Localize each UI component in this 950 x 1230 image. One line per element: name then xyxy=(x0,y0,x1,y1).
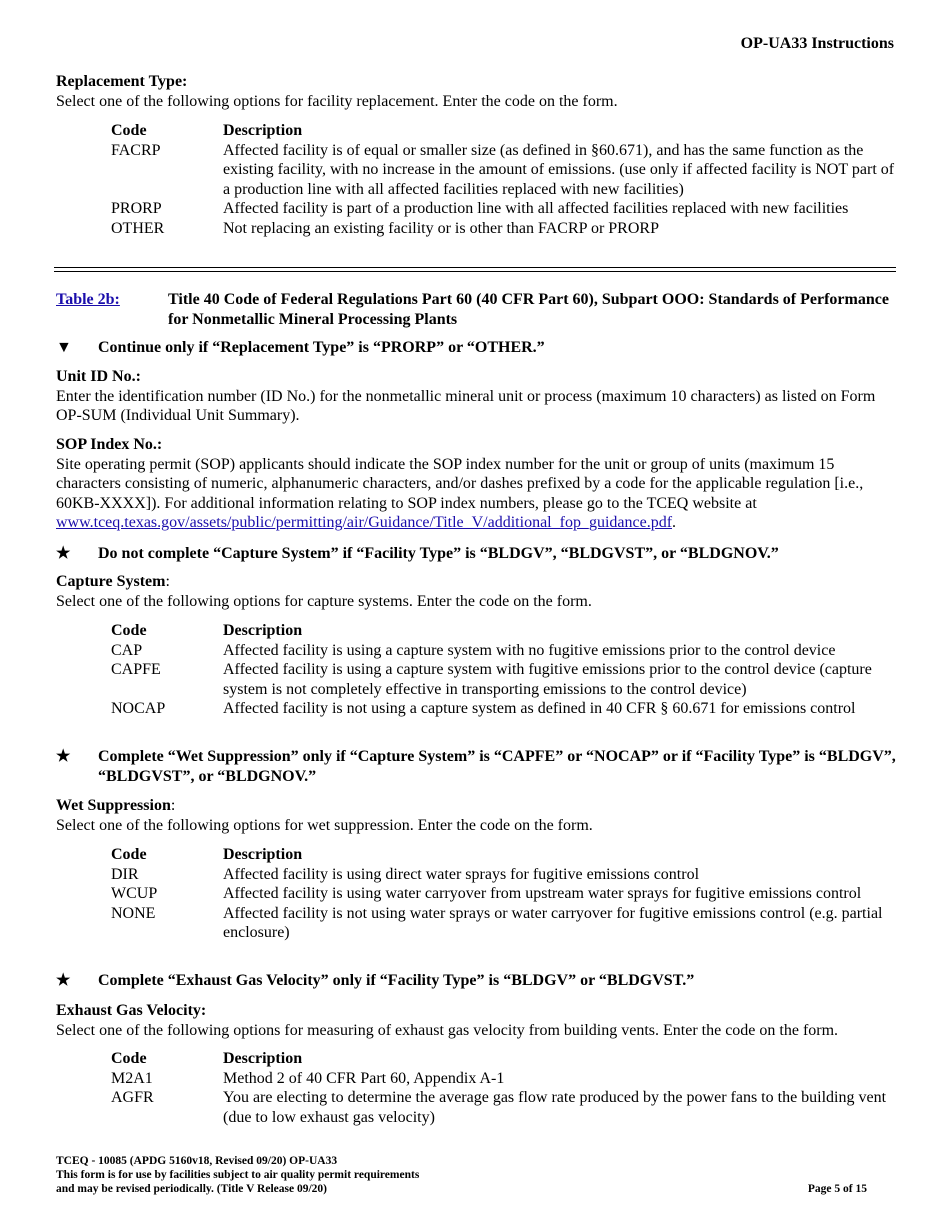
description-cell: You are electing to determine the average gas flow rate produced by the power fans to the building vent (due to low exhaust gas velocity) xyxy=(223,1089,887,1126)
table-2b-title-block xyxy=(56,290,896,329)
table-header-row xyxy=(111,121,901,141)
replacement-type-code-table xyxy=(111,121,901,238)
table-row xyxy=(111,660,901,699)
table-2b-title: Title 40 Code of Federal Regulations Part 60 (40 CFR Part 60), Subpart OOO: Standards of Performance for Nonmetallic Mineral Processing Plants xyxy=(168,291,889,328)
page-footer xyxy=(56,1154,419,1196)
replacement-type-intro: Select one of the following options for facility replacement. Enter the code on the form. xyxy=(56,92,618,110)
document-header-title: OP-UA33 Instructions xyxy=(740,35,894,52)
exhaust-velocity-section xyxy=(56,1001,896,1040)
code-cell: AGFR xyxy=(111,1089,154,1106)
table-row xyxy=(111,1069,901,1089)
sop-index-end: . xyxy=(672,514,677,531)
table-row xyxy=(111,865,901,885)
wet-suppression-note-text: Complete “Wet Suppression” only if “Capture System” is “CAPFE” or “NOCAP” or if “Facility Type” is “BLDGV”, “BLDGVST”, or “BLDGNOV.” xyxy=(98,748,896,785)
continue-note xyxy=(56,338,896,358)
description-column-header: Description xyxy=(223,122,303,139)
description-cell: Affected facility is of equal or smaller size (as defined in §60.671), and has the same function as the existing facility, with no increase in the amount of emissions. (use only if affected facility is NOT part of a production line with all affected facilities replaced with new facilities) xyxy=(223,141,895,198)
unit-id-text: Enter the identification number (ID No.) for the nonmetallic mineral unit or process (maximum 10 characters) as listed on Form OP-SUM (Individual Unit Summary). xyxy=(56,387,876,424)
tceq-guidance-link[interactable]: www.tceq.texas.gov/assets/public/permitting/air/Guidance/Title_V/additional_fop_guidance.pdf xyxy=(56,514,673,531)
footer-form-id: TCEQ - 10085 (APDG 5160v18, Revised 09/20) OP-UA33 xyxy=(56,1155,338,1167)
exhaust-velocity-intro: Select one of the following options for measuring of exhaust gas velocity from building vents. Enter the code on the form. xyxy=(56,1021,839,1039)
replacement-type-heading: Replacement Type: xyxy=(56,73,188,90)
description-cell: Affected facility is using direct water sprays for fugitive emissions control xyxy=(223,865,700,883)
star-icon: ★ xyxy=(56,972,71,989)
continue-note-text: Continue only if “Replacement Type” is “PRORP” or “OTHER.” xyxy=(98,339,545,356)
exhaust-velocity-code-table xyxy=(111,1049,901,1127)
description-cell: Affected facility is not using a capture system as defined in 40 CFR § 60.671 for emissions control xyxy=(223,700,856,717)
description-cell: Affected facility is using a capture system with no fugitive emissions prior to the control device xyxy=(223,641,836,659)
code-cell: CAP xyxy=(111,641,143,659)
sop-index-body: Site operating permit (SOP) applicants should indicate the SOP index number for the unit or group of units (maximum 15 characters consisting of numeric, alphanumeric characters, and/or dashes prefixed by a code for the applicable regulation [i.e., 60KB-XXXX]). For additional information relating to SOP index numbers, please go to the TCEQ website at xyxy=(56,455,864,512)
sop-index-section xyxy=(56,435,896,533)
code-cell: CAPFE xyxy=(111,661,161,678)
wet-suppression-intro: Select one of the following options for wet suppression. Enter the code on the form. xyxy=(56,816,593,834)
code-column-header: Code xyxy=(111,1050,147,1067)
footer-notice-line2: and may be revised periodically. (Title V Release 09/20) xyxy=(56,1183,327,1195)
code-cell: PRORP xyxy=(111,200,162,217)
capture-note-text: Do not complete “Capture System” if “Facility Type” is “BLDGV”, “BLDGVST”, or “BLDGNOV.” xyxy=(98,545,779,562)
code-cell: NONE xyxy=(111,904,156,922)
table-row xyxy=(111,884,901,904)
sop-index-text xyxy=(56,455,896,533)
description-cell: Method 2 of 40 CFR Part 60, Appendix A-1 xyxy=(223,1069,505,1087)
page-number: Page 5 of 15 xyxy=(807,1183,867,1195)
code-cell: OTHER xyxy=(111,219,165,237)
table-row xyxy=(111,641,901,661)
exhaust-velocity-note xyxy=(56,971,896,991)
description-column-header: Description xyxy=(223,622,303,639)
wet-suppression-note xyxy=(56,747,896,786)
section-divider-top xyxy=(54,267,896,268)
capture-system-section xyxy=(56,572,896,611)
code-cell: FACRP xyxy=(111,141,161,159)
table-header-row xyxy=(111,1049,901,1069)
capture-system-colon: : xyxy=(165,573,170,590)
description-cell: Affected facility is part of a production line with all affected facilities replaced with new facilities xyxy=(223,200,849,217)
table-row xyxy=(111,904,901,943)
description-cell: Affected facility is using water carryover from upstream water sprays for fugitive emissions control xyxy=(223,885,862,902)
description-cell: Not replacing an existing facility or is other than FACRP or PRORP xyxy=(223,219,659,237)
wet-suppression-heading: Wet Suppression xyxy=(56,797,171,814)
table-row xyxy=(111,699,901,719)
code-cell: DIR xyxy=(111,865,139,883)
footer-notice-line1: This form is for use by facilities subject to air quality permit requirements xyxy=(56,1169,420,1181)
description-column-header: Description xyxy=(223,846,303,863)
description-cell: Affected facility is not using water sprays or water carryover for fugitive emissions control (e.g. partial enclosure) xyxy=(223,904,883,941)
unit-id-section xyxy=(56,367,896,426)
table-row xyxy=(111,219,901,239)
code-column-header: Code xyxy=(111,122,147,139)
code-cell: NOCAP xyxy=(111,700,166,717)
table-row xyxy=(111,1088,901,1127)
code-cell: M2A1 xyxy=(111,1069,153,1087)
table-2b-link[interactable]: Table 2b: xyxy=(56,291,120,308)
sop-index-heading: SOP Index No.: xyxy=(56,436,163,453)
capture-system-intro: Select one of the following options for capture systems. Enter the code on the form. xyxy=(56,592,592,610)
code-column-header: Code xyxy=(111,846,147,863)
capture-note xyxy=(56,544,896,564)
section-divider-bottom xyxy=(54,271,896,272)
wet-suppression-colon: : xyxy=(170,797,176,814)
wet-suppression-code-table xyxy=(111,845,901,943)
star-icon: ★ xyxy=(56,545,71,562)
wet-suppression-section xyxy=(56,796,896,835)
table-row xyxy=(111,199,901,219)
unit-id-heading: Unit ID No.: xyxy=(56,368,141,385)
description-cell: Affected facility is using a capture system with fugitive emissions prior to the control device (capture system is not completely effective in transporting emissions to the control device) xyxy=(223,661,872,698)
exhaust-velocity-note-text: Complete “Exhaust Gas Velocity” only if “Facility Type” is “BLDGV” or “BLDGVST.” xyxy=(98,972,695,989)
triangle-down-icon: ▼ xyxy=(56,339,72,356)
description-column-header: Description xyxy=(223,1050,303,1067)
star-icon: ★ xyxy=(56,748,71,765)
table-header-row xyxy=(111,845,901,865)
capture-system-heading: Capture System xyxy=(56,573,166,590)
table-row xyxy=(111,141,901,200)
replacement-type-section xyxy=(56,72,896,111)
code-column-header: Code xyxy=(111,622,147,639)
exhaust-velocity-heading: Exhaust Gas Velocity: xyxy=(56,1002,207,1019)
capture-system-code-table xyxy=(111,621,901,719)
code-cell: WCUP xyxy=(111,885,158,902)
table-header-row xyxy=(111,621,901,641)
